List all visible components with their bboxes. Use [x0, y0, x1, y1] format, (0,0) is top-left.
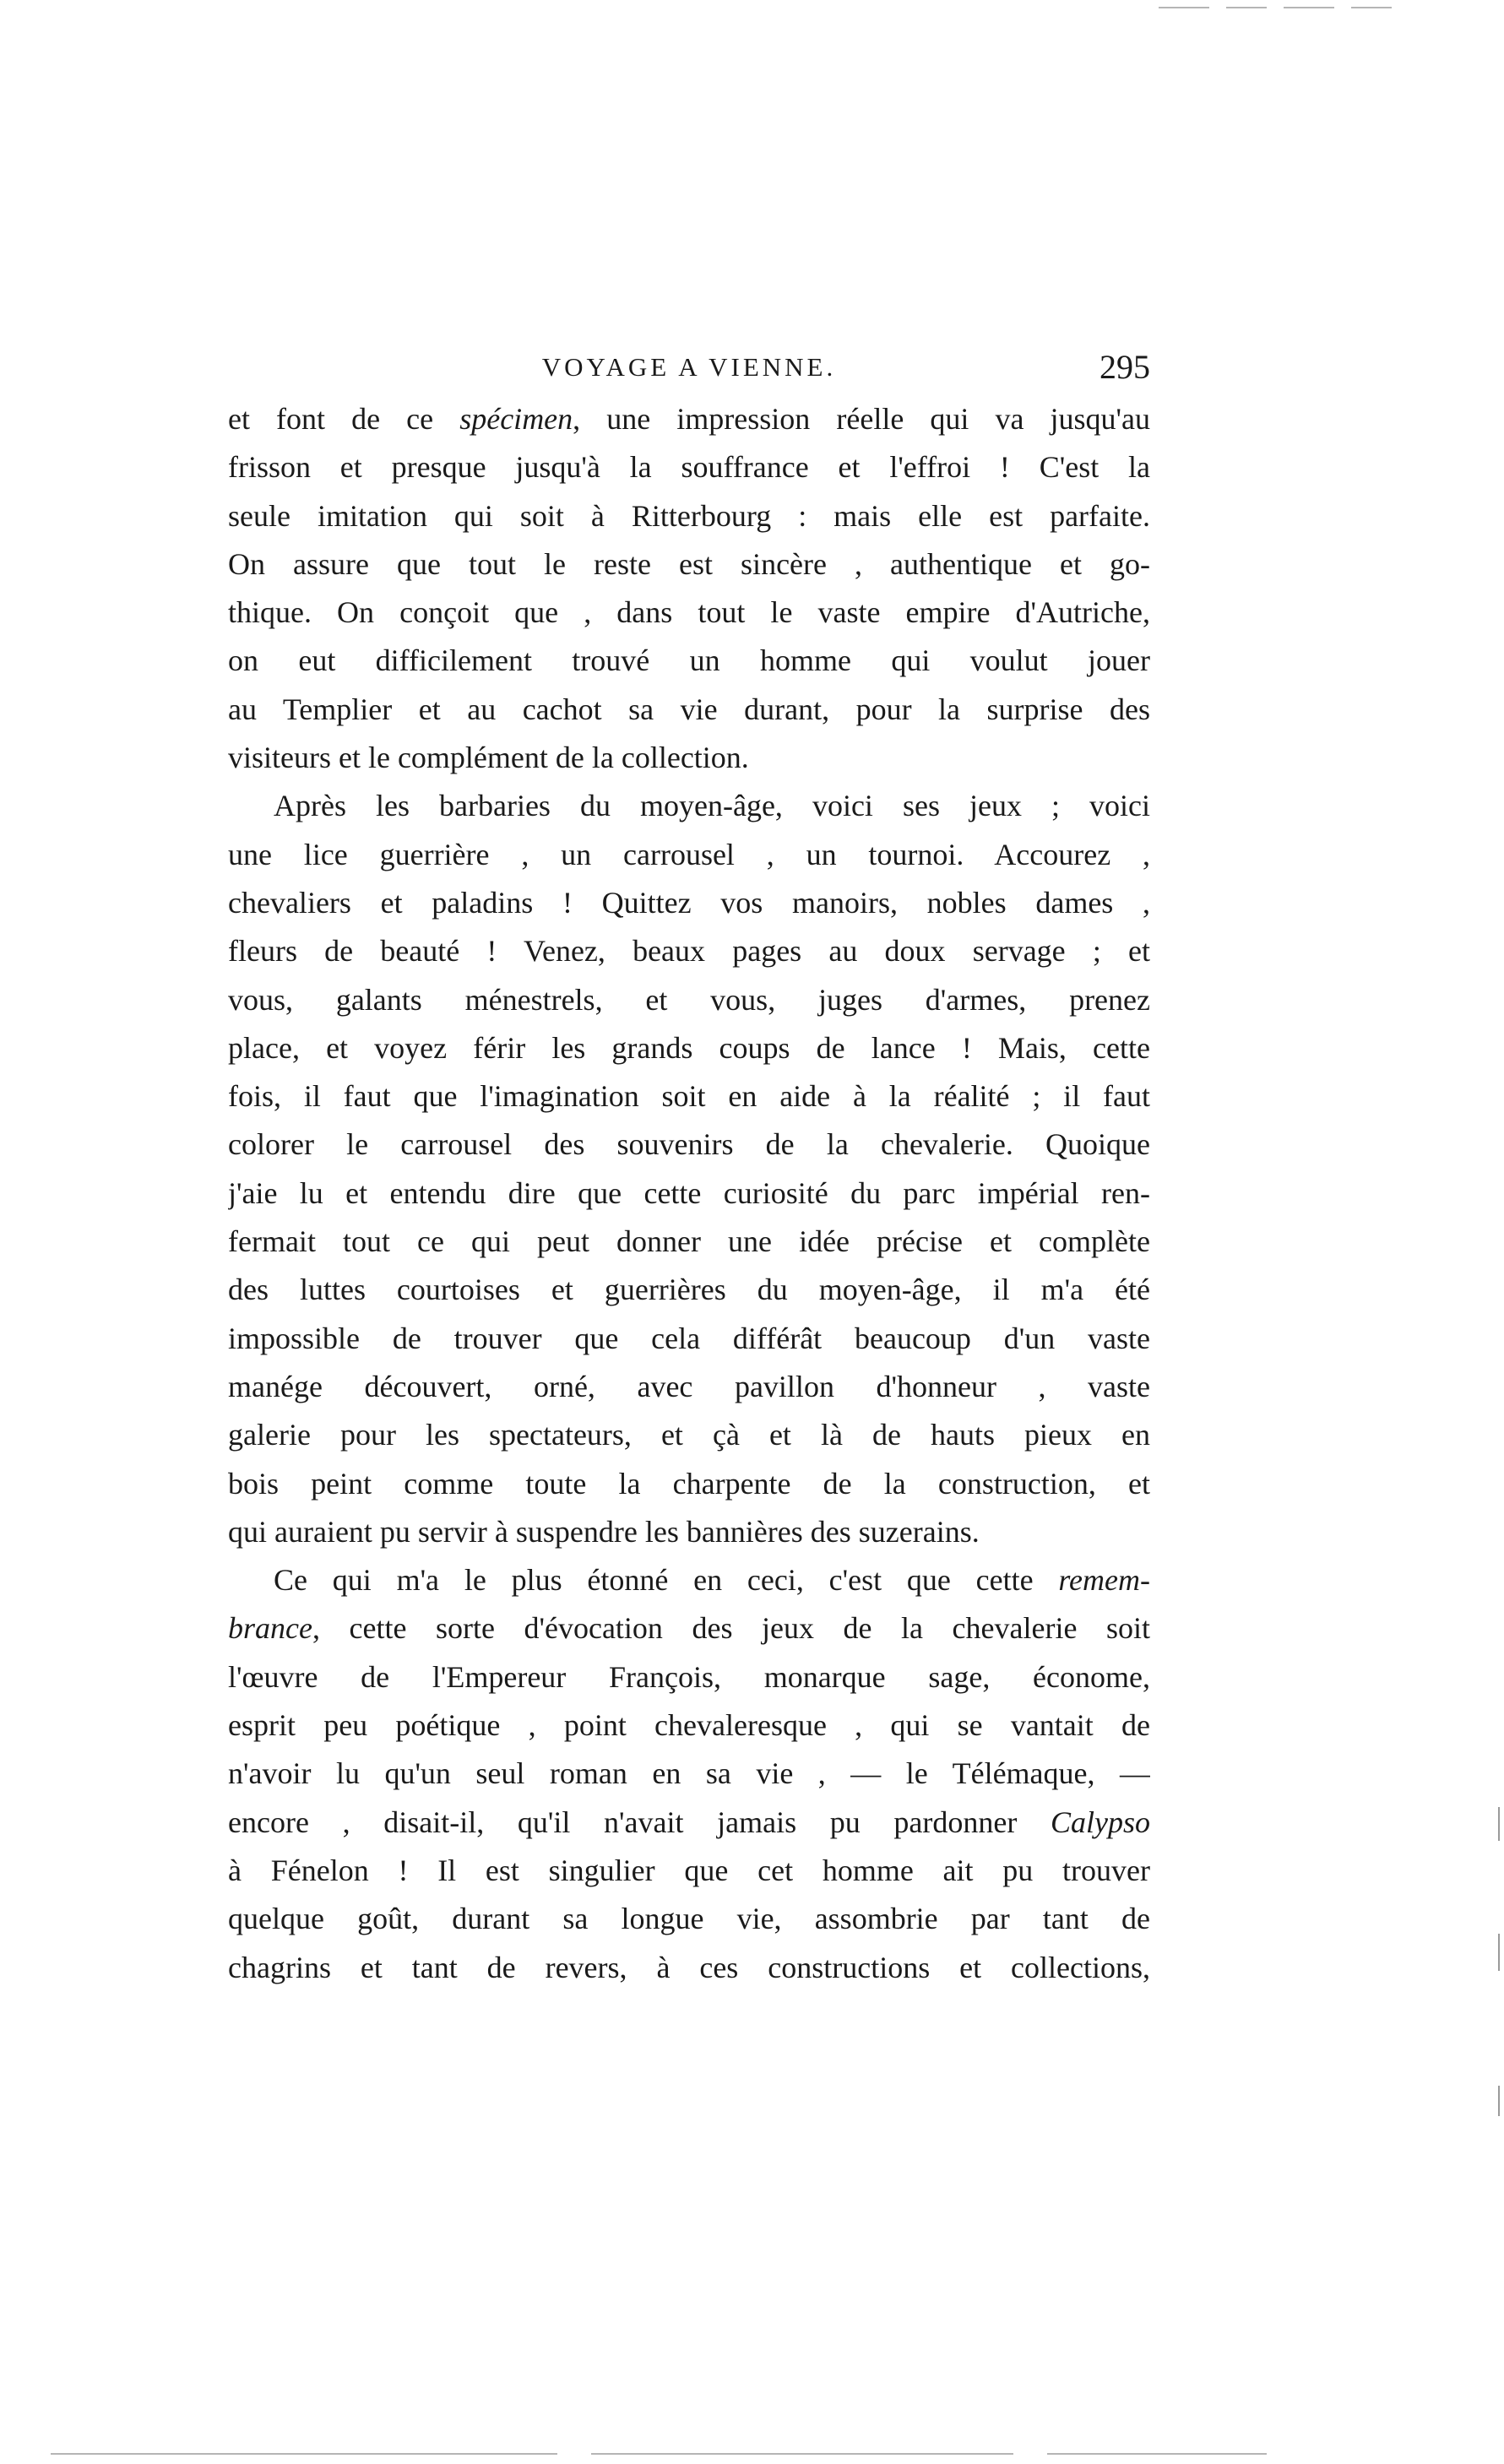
text-line [228, 686, 1150, 734]
bottom-edge-rule-2 [591, 2453, 1013, 2455]
text-line [228, 976, 1150, 1024]
page-number: 295 [1099, 348, 1150, 386]
text-line [228, 1121, 1150, 1169]
right-edge-tick-3 [1498, 2086, 1500, 2116]
top-edge-rule-2 [1226, 7, 1267, 8]
text-segment: n'avoir lu qu'un seul roman en sa vie , — le Télémaque, — [228, 1756, 1150, 1791]
text-segment: chevaliers et paladins ! Quittez vos manoirs, nobles dames , [228, 885, 1150, 920]
top-edge-rule [1159, 7, 1209, 8]
italic-text: remem- [1058, 1563, 1150, 1598]
text-segment: à Fénelon ! Il est singulier que cet homme ait pu trouver [228, 1853, 1150, 1887]
text-segment: Après les barbaries du moyen-âge, voici ses jeux ; voici [274, 789, 1150, 823]
text-segment: chagrins et tant de revers, à ces constructions et collections, [228, 1950, 1150, 1984]
text-line [228, 1266, 1150, 1314]
text-segment: , cette sorte d'évocation des jeux de la chevalerie soit [312, 1611, 1150, 1646]
text-segment: au Templier et au cachot sa vie durant, pour la surprise des [228, 692, 1150, 726]
text-segment: Ce qui m'a le plus étonné en ceci, c'est que cette [274, 1563, 1059, 1598]
text-line [228, 637, 1150, 685]
text-line [228, 927, 1150, 975]
text-segment: thique. On conçoit que , dans tout le vaste empire d'Autriche, [228, 595, 1150, 630]
body-text [228, 395, 1150, 1992]
text-line [228, 1701, 1150, 1750]
text-line [228, 1411, 1150, 1459]
text-line [228, 1895, 1150, 1943]
top-edge-rule-3 [1284, 7, 1334, 8]
running-head [228, 342, 1150, 393]
text-segment: manége découvert, orné, avec pavillon d'honneur , vaste [228, 1369, 1150, 1403]
text-segment: qui auraient pu servir à suspendre les bannières des suzerains. [228, 1514, 980, 1549]
text-line [228, 1072, 1150, 1121]
text-segment: bois peint comme toute la charpente de la construction, et [228, 1466, 1150, 1501]
text-segment: des luttes courtoises et guerrières du moyen-âge, il m'a été [228, 1273, 1150, 1307]
italic-text: brance [228, 1611, 312, 1646]
text-line [228, 1218, 1150, 1266]
text-line [228, 1460, 1150, 1508]
text-segment: seule imitation qui soit à Ritterbourg : mais elle est parfaite. [228, 498, 1150, 533]
text-segment: et font de ce [228, 402, 460, 436]
text-segment: on eut difficilement trouvé un homme qui voulut jouer [228, 643, 1150, 678]
text-line [228, 879, 1150, 927]
text-line [228, 1653, 1150, 1701]
text-segment: colorer le carrousel des souvenirs de la chevalerie. Quoique [228, 1127, 1150, 1162]
text-segment: , une impression réelle qui va jusqu'au [573, 402, 1150, 436]
text-line [228, 443, 1150, 491]
bottom-edge-rule-3 [1047, 2453, 1267, 2455]
text-line [228, 1750, 1150, 1798]
text-line [228, 1799, 1150, 1847]
text-line [228, 1315, 1150, 1363]
text-segment: quelque goût, durant sa longue vie, assombrie par tant de [228, 1902, 1150, 1936]
text-line [228, 540, 1150, 589]
running-title: VOYAGE A VIENNE. [541, 352, 837, 382]
text-line [228, 1024, 1150, 1072]
text-segment: fleurs de beauté ! Venez, beaux pages au doux servage ; et [228, 934, 1150, 969]
text-segment: galerie pour les spectateurs, et çà et là de hauts pieux en [228, 1418, 1150, 1452]
text-line [228, 492, 1150, 540]
text-segment: l'œuvre de l'Empereur François, monarque sage, économe, [228, 1659, 1150, 1694]
top-edge-rule-4 [1351, 7, 1392, 8]
text-line [228, 589, 1150, 637]
text-line [228, 395, 1150, 443]
right-edge-tick-2 [1498, 1934, 1500, 1971]
text-line [228, 1508, 1150, 1556]
text-line [228, 1847, 1150, 1895]
text-line [228, 1170, 1150, 1218]
text-segment: une lice guerrière , un carrousel , un tournoi. Accourez , [228, 837, 1150, 871]
text-line [228, 1604, 1150, 1653]
text-segment: visiteurs et le complément de la collection. [228, 741, 749, 775]
text-line [228, 1363, 1150, 1411]
right-edge-tick [1498, 1807, 1500, 1841]
text-segment: place, et voyez férir les grands coups de lance ! Mais, cette [228, 1030, 1150, 1065]
text-segment: On assure que tout le reste est sincère , authentique et go- [228, 546, 1150, 581]
text-line [228, 782, 1150, 830]
text-line [228, 1944, 1150, 1992]
text-line [228, 831, 1150, 879]
italic-text: Calypso [1050, 1805, 1150, 1839]
text-segment: frisson et presque jusqu'à la souffrance et l'effroi ! C'est la [228, 450, 1150, 485]
text-segment: fermait tout ce qui peut donner une idée précise et complète [228, 1224, 1150, 1259]
text-segment: vous, galants ménestrels, et vous, juges d'armes, prenez [228, 982, 1150, 1017]
text-segment: j'aie lu et entendu dire que cette curiosité du parc impérial ren- [228, 1175, 1150, 1210]
text-segment: esprit peu poétique , point chevaleresque , qui se vantait de [228, 1708, 1150, 1743]
italic-text: spécimen [459, 402, 573, 436]
bottom-edge-rule [51, 2453, 557, 2455]
text-segment: impossible de trouver que cela différât beaucoup d'un vaste [228, 1321, 1150, 1355]
text-line [228, 1556, 1150, 1604]
text-segment: fois, il faut que l'imagination soit en aide à la réalité ; il faut [228, 1079, 1150, 1114]
text-segment: encore , disait-il, qu'il n'avait jamais pu pardonner [228, 1805, 1051, 1839]
text-line [228, 734, 1150, 782]
